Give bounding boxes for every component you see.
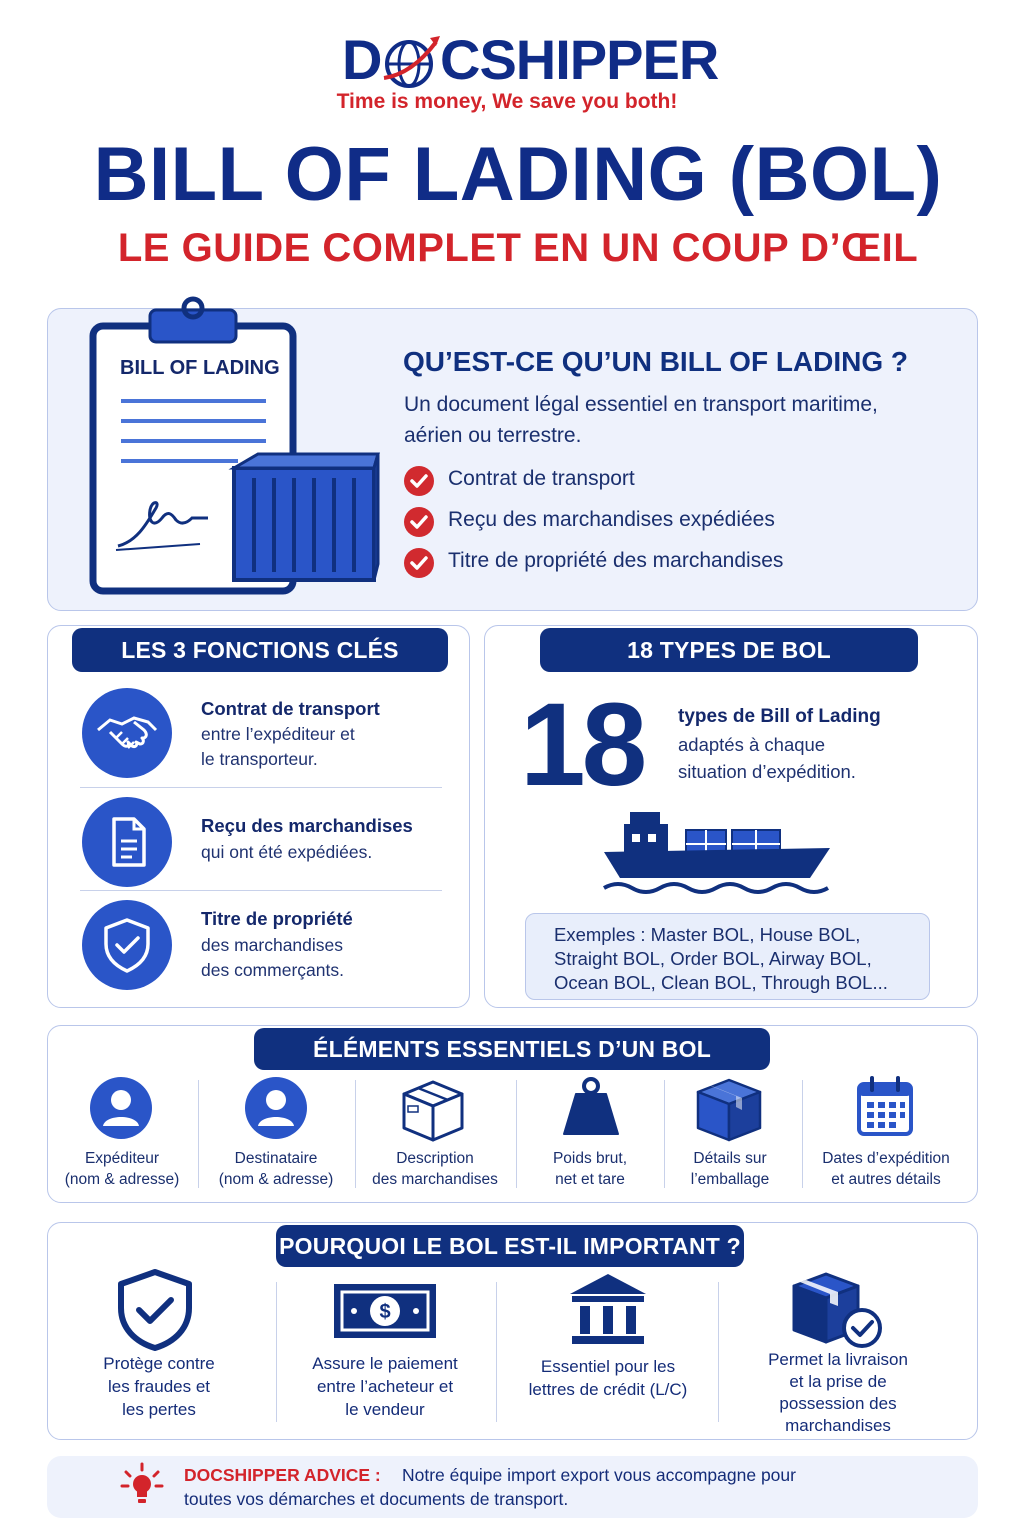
cargo-ship-icon <box>600 806 836 896</box>
logo-text-left: D <box>342 28 383 91</box>
element-label-3b: des marchandises <box>372 1171 498 1188</box>
delivery-box-icon <box>790 1270 884 1350</box>
calendar-icon <box>856 1076 914 1138</box>
element-label-1b: (nom & adresse) <box>64 1171 180 1188</box>
function-title-1: Contrat de transport <box>201 698 380 719</box>
why-label-3b: lettres de crédit (L/C) <box>528 1380 688 1399</box>
element-label-1a: Expéditeur <box>84 1150 160 1167</box>
svg-text:$: $ <box>379 1301 391 1323</box>
types-line-3: situation d’expédition. <box>678 761 856 782</box>
function-line-1a: entre l’expéditeur et <box>201 724 355 744</box>
bank-icon <box>568 1272 648 1348</box>
function-line-3b: des commerçants. <box>201 960 344 980</box>
function-line-1b: le transporteur. <box>201 749 318 769</box>
why-header: POURQUOI LE BOL EST-IL IMPORTANT ? <box>276 1225 744 1267</box>
why-label-4b: et la prise de <box>789 1372 887 1391</box>
intro-heading: QU’EST-CE QU’UN BILL OF LADING ? <box>403 346 909 377</box>
user-icon <box>244 1076 308 1140</box>
element-label-4a: Poids brut, <box>552 1150 628 1167</box>
why-label-4c: possession des <box>779 1394 897 1413</box>
why-label-1b: les fraudes et <box>107 1377 211 1396</box>
clipboard-illustration <box>88 296 384 601</box>
divider <box>198 1080 199 1188</box>
functions-header: LES 3 FONCTIONS CLÉS <box>72 628 448 672</box>
shield-check-icon <box>82 900 172 990</box>
why-label-2c: le vendeur <box>345 1400 425 1419</box>
divider <box>496 1282 497 1422</box>
why-label-4d: marchandises <box>785 1416 891 1435</box>
element-label-6b: et autres détails <box>831 1171 941 1188</box>
advice-text-2: toutes vos démarches et documents de transport. <box>184 1489 569 1509</box>
lightbulb-icon <box>120 1462 164 1506</box>
element-label-5a: Détails sur <box>693 1150 767 1167</box>
types-line-2: adaptés à chaque <box>678 734 826 755</box>
advice-text-1: Notre équipe import export vous accompagne pour <box>402 1465 796 1485</box>
page-subtitle: LE GUIDE COMPLET EN UN COUP D’ŒIL <box>117 226 919 270</box>
package-icon <box>694 1076 764 1142</box>
function-title-2: Reçu des marchandises <box>201 815 413 836</box>
why-label-3a: Essentiel pour les <box>540 1357 676 1376</box>
check-icon <box>404 548 434 578</box>
element-label-3a: Description <box>396 1150 474 1167</box>
why-label-2b: entre l’acheteur et <box>316 1377 454 1396</box>
logo <box>342 28 719 91</box>
why-label-1c: les pertes <box>122 1400 196 1419</box>
box-icon <box>398 1076 468 1144</box>
logo-text-right: CSHIPPER <box>440 28 719 91</box>
user-icon <box>89 1076 153 1140</box>
why-label-4a: Permet la livraison <box>768 1350 908 1369</box>
banknote-icon <box>330 1280 440 1342</box>
why-label-2a: Assure le paiement <box>312 1354 458 1373</box>
weight-icon <box>560 1076 622 1138</box>
intro-check-1: Contrat de transport <box>448 467 635 490</box>
intro-text-1: Un document légal essentiel en transport maritime, <box>404 393 878 416</box>
divider <box>802 1080 803 1188</box>
divider <box>355 1080 356 1188</box>
examples-line-2: Straight BOL, Order BOL, Airway BOL, <box>554 948 872 969</box>
page-title: BILL OF LADING (BOL) <box>93 132 943 217</box>
elements-header: ÉLÉMENTS ESSENTIELS D’UN BOL <box>254 1028 770 1070</box>
intro-check-3: Titre de propriété des marchandises <box>448 549 784 572</box>
function-line-3a: des marchandises <box>201 935 344 955</box>
clipboard-label: BILL OF LADING <box>120 357 280 379</box>
advice-label: DOCSHIPPER ADVICE : <box>184 1465 381 1485</box>
divider <box>516 1080 517 1188</box>
element-label-2b: (nom & adresse) <box>218 1171 334 1188</box>
divider <box>276 1282 277 1422</box>
document-icon <box>82 797 172 887</box>
examples-line-3: Ocean BOL, Clean BOL, Through BOL... <box>554 972 888 993</box>
types-line-1: types de Bill of Lading <box>678 706 881 727</box>
globe-plane-icon <box>382 34 440 90</box>
element-label-4b: net et tare <box>555 1171 625 1188</box>
types-big-number: 18 <box>520 679 644 811</box>
function-title-3: Titre de propriété <box>201 908 353 929</box>
handshake-icon <box>82 688 172 778</box>
divider <box>80 890 442 891</box>
check-icon <box>404 507 434 537</box>
divider <box>80 787 442 788</box>
why-label-1a: Protège contre <box>103 1354 215 1373</box>
intro-text-2: aérien ou terrestre. <box>404 424 582 447</box>
check-icon <box>404 466 434 496</box>
element-label-5b: l’emballage <box>690 1171 770 1188</box>
function-line-2a: qui ont été expédiées. <box>201 842 373 862</box>
shield-check-icon <box>115 1268 195 1352</box>
types-header: 18 TYPES DE BOL <box>540 628 918 672</box>
intro-check-2: Reçu des marchandises expédiées <box>448 508 775 531</box>
divider <box>718 1282 719 1422</box>
examples-line-1: Exemples : Master BOL, House BOL, <box>554 924 861 945</box>
element-label-6a: Dates d’expédition <box>822 1150 950 1167</box>
tagline: Time is money, We save you both! <box>336 90 678 113</box>
element-label-2a: Destinataire <box>234 1150 318 1167</box>
